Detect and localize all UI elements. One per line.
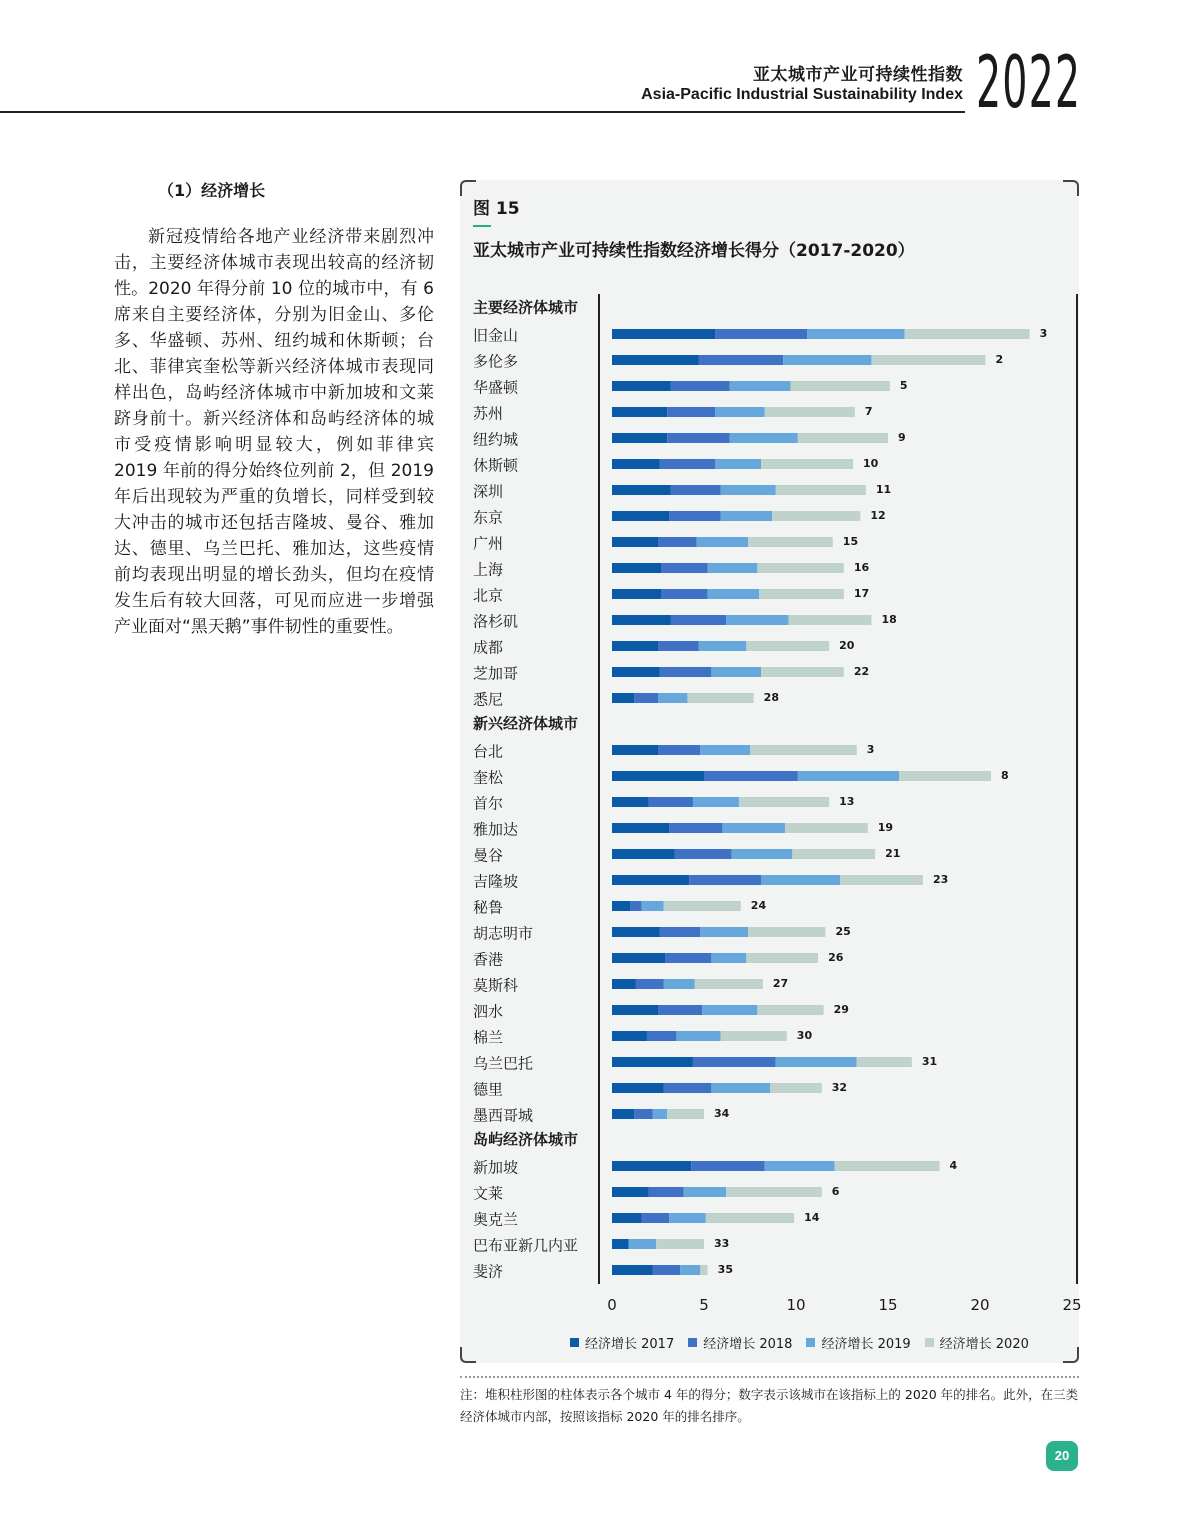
- city-label: 悉尼: [473, 690, 504, 709]
- bar-segment-经济增长 2019: [680, 1265, 700, 1275]
- bar-segment-经济增长 2020: [739, 797, 829, 807]
- bar-segment-经济增长 2018: [667, 407, 715, 417]
- bar-segment-经济增长 2019: [708, 589, 760, 599]
- bar-segment-经济增长 2020: [899, 771, 991, 781]
- legend-label-2018: 经济增长 2018: [703, 1337, 793, 1352]
- bar-segment-经济增长 2017: [612, 381, 671, 391]
- group-label-2: 岛屿经济体城市: [473, 1130, 579, 1149]
- rank-label: 7: [864, 405, 873, 418]
- legend-label-2017: 经济增长 2017: [585, 1337, 675, 1352]
- city-label: 旧金山: [473, 326, 519, 345]
- bar-segment-经济增长 2020: [776, 485, 866, 495]
- legend-item-2017: [570, 1333, 674, 1352]
- bar-segment-经济增长 2018: [671, 485, 721, 495]
- bar-segment-经济增长 2020: [757, 1005, 823, 1015]
- figure-note: 注：堆积柱形图的柱体表示各个城市 4 年的得分；数字表示该城市在该指标上的 2020 年的排名。此外，在三类经济体城市内部，按照该指标 2020 年的排名排序。: [460, 1387, 1079, 1424]
- rank-label: 34: [714, 1107, 730, 1120]
- bar-segment-经济增长 2020: [706, 1213, 794, 1223]
- city-label: 广州: [473, 534, 504, 553]
- bar-segment-经济增长 2020: [746, 953, 818, 963]
- legend-swatch-2020: [925, 1338, 934, 1347]
- legend-item-2020: [925, 1333, 1029, 1352]
- bar-segment-经济增长 2017: [612, 511, 669, 521]
- city-label: 纽约城: [473, 430, 519, 449]
- bar-segment-经济增长 2017: [612, 537, 658, 547]
- bar-segment-经济增长 2017: [612, 329, 715, 339]
- header-title-cn: 亚太城市产业可持续性指数: [753, 65, 963, 85]
- stacked-bar-chart: [460, 280, 1082, 1330]
- city-label: 休斯顿: [473, 456, 519, 475]
- header-title-en: Asia-Pacific Industrial Sustainability Index: [641, 86, 963, 103]
- bar-segment-经济增长 2017: [612, 641, 658, 651]
- city-label: 芝加哥: [473, 664, 519, 683]
- header-year: 2022: [976, 40, 1082, 124]
- bar-segment-经济增长 2017: [612, 1239, 629, 1249]
- bar-segment-经济增长 2020: [798, 433, 888, 443]
- rank-label: 28: [763, 691, 779, 704]
- bar-segment-经济增长 2018: [665, 953, 711, 963]
- bar-segment-经济增长 2018: [669, 511, 721, 521]
- bar-segment-经济增长 2018: [641, 1213, 669, 1223]
- city-label: 华盛顿: [473, 378, 519, 397]
- rank-label: 15: [842, 535, 859, 548]
- x-tick-label: 25: [1062, 1296, 1082, 1314]
- legend-swatch-2017: [570, 1338, 579, 1347]
- bar-segment-经济增长 2018: [652, 1265, 680, 1275]
- rank-label: 2: [995, 353, 1004, 366]
- header-rule: [0, 111, 965, 113]
- bar-segment-经济增长 2020: [757, 563, 843, 573]
- bar-segment-经济增长 2019: [669, 1213, 706, 1223]
- rank-label: 6: [831, 1185, 840, 1198]
- rank-label: 21: [885, 847, 901, 860]
- bar-segment-经济增长 2017: [612, 1031, 647, 1041]
- bar-segment-经济增长 2019: [776, 1057, 857, 1067]
- bar-segment-经济增长 2019: [700, 745, 750, 755]
- bar-segment-经济增长 2020: [687, 693, 753, 703]
- city-label: 棉兰: [473, 1028, 504, 1047]
- bar-segment-经济增长 2018: [658, 537, 697, 547]
- city-label: 北京: [473, 586, 504, 605]
- city-label: 首尔: [473, 794, 504, 813]
- rank-label: 5: [899, 379, 908, 392]
- city-label: 乌兰巴托: [473, 1054, 534, 1073]
- city-label: 新加坡: [473, 1158, 519, 1177]
- bar-segment-经济增长 2019: [693, 797, 739, 807]
- bar-segment-经济增长 2020: [748, 927, 825, 937]
- bar-segment-经济增长 2018: [691, 1161, 765, 1171]
- city-label: 深圳: [473, 482, 504, 501]
- bar-segment-经济增长 2020: [748, 537, 833, 547]
- figure-title: 亚太城市产业可持续性指数经济增长得分（2017-2020）: [473, 241, 915, 261]
- city-label: 奥克兰: [473, 1210, 519, 1229]
- rank-label: 24: [750, 899, 767, 912]
- bar-segment-经济增长 2017: [612, 485, 671, 495]
- bar-segment-经济增长 2018: [658, 1005, 702, 1015]
- city-label: 吉隆坡: [473, 872, 519, 891]
- rank-label: 31: [921, 1055, 938, 1068]
- bar-segment-经济增长 2017: [612, 433, 667, 443]
- bar-segment-经济增长 2019: [721, 511, 773, 521]
- bar-segment-经济增长 2020: [785, 823, 868, 833]
- bar-segment-经济增长 2019: [629, 1239, 657, 1249]
- rank-label: 14: [804, 1211, 820, 1224]
- bar-segment-经济增长 2019: [761, 875, 840, 885]
- bar-segment-经济增长 2019: [715, 407, 765, 417]
- bar-segment-经济增长 2018: [660, 667, 712, 677]
- bar-segment-经济增长 2018: [664, 1083, 712, 1093]
- bar-segment-经济增长 2019: [798, 771, 899, 781]
- city-label: 雅加达: [473, 820, 519, 839]
- bar-segment-经济增长 2017: [612, 979, 636, 989]
- bar-segment-经济增长 2020: [695, 979, 763, 989]
- rank-label: 25: [835, 925, 851, 938]
- bar-segment-经济增长 2019: [664, 979, 695, 989]
- bar-segment-经济增长 2017: [612, 1005, 658, 1015]
- city-label: 奎松: [473, 768, 504, 787]
- rank-label: 11: [875, 483, 892, 496]
- bar-segment-经济增长 2017: [612, 459, 660, 469]
- bar-segment-经济增长 2019: [726, 615, 789, 625]
- bar-segment-经济增长 2017: [612, 1161, 691, 1171]
- bar-segment-经济增长 2019: [722, 823, 785, 833]
- bar-segment-经济增长 2019: [721, 485, 776, 495]
- bar-segment-经济增长 2020: [840, 875, 923, 885]
- bar-segment-经济增长 2017: [612, 771, 704, 781]
- x-tick-label: 5: [699, 1296, 709, 1314]
- bar-segment-经济增长 2020: [761, 667, 844, 677]
- bar-segment-经济增长 2019: [715, 459, 761, 469]
- bar-segment-经济增长 2018: [715, 329, 807, 339]
- rank-label: 35: [717, 1263, 733, 1276]
- city-label: 东京: [473, 508, 504, 527]
- x-tick-label: 15: [878, 1296, 898, 1314]
- bar-segment-经济增长 2017: [612, 693, 634, 703]
- bar-segment-经济增长 2019: [708, 563, 758, 573]
- city-label: 苏州: [473, 404, 504, 423]
- section-paragraph: 新冠疫情给各地产业经济带来剧烈冲击，主要经济体城市表现出较高的经济韧性。2020 年得分前 10 位的城市中，有 6 席来自主要经济体，分别为旧金山、多伦多、华盛顿、苏州、纽约城和休斯顿；台北、菲律宾奎松等新兴经济体城市表现同样出色，岛屿经济体城市中新加坡和文莱跻身前十。新兴经济体和岛屿经济体的城市受疫情影响明显较大，例如菲律宾 2019 年前的得分始终位列前 2，但 2019 年后出现较为严重的负增长，同样受到较大冲击的城市还包括吉隆坡、曼谷、雅加达、德里、乌兰巴托、雅加达，这些疫情前均表现出明显的增长劲头，但均在疫情发生后有较大回落，可见而应进一步增强产业面对“黑天鹅”事件韧性的重要性。: [114, 227, 434, 637]
- bar-segment-经济增长 2017: [612, 797, 649, 807]
- bar-segment-经济增长 2019: [698, 641, 746, 651]
- rank-label: 27: [772, 977, 789, 990]
- bar-segment-经济增长 2020: [759, 589, 844, 599]
- rank-label: 17: [853, 587, 870, 600]
- bar-segment-经济增长 2017: [612, 667, 660, 677]
- bar-segment-经济增长 2020: [789, 615, 872, 625]
- bar-segment-经济增长 2018: [636, 979, 664, 989]
- bar-segment-经济增长 2020: [871, 355, 985, 365]
- bar-segment-经济增长 2018: [634, 693, 658, 703]
- rank-label: 9: [898, 431, 906, 444]
- rank-label: 3: [866, 743, 875, 756]
- legend-label-2019: 经济增长 2019: [821, 1337, 911, 1352]
- bar-segment-经济增长 2019: [765, 1161, 835, 1171]
- bar-segment-经济增长 2017: [612, 355, 698, 365]
- group-label-1: 新兴经济体城市: [473, 714, 579, 733]
- city-label: 斐济: [473, 1262, 504, 1281]
- bar-segment-经济增长 2019: [641, 901, 663, 911]
- bar-segment-经济增长 2017: [612, 589, 662, 599]
- bar-segment-经济增长 2018: [675, 849, 732, 859]
- rank-label: 20: [839, 639, 855, 652]
- bar-segment-经济增长 2020: [792, 849, 875, 859]
- bar-segment-经济增长 2017: [612, 615, 671, 625]
- section-title: （1）经济增长: [158, 181, 266, 200]
- bar-segment-经济增长 2020: [700, 1265, 707, 1275]
- bar-segment-经济增长 2017: [612, 927, 660, 937]
- bar-segment-经济增长 2018: [662, 563, 708, 573]
- bar-segment-经济增长 2019: [807, 329, 905, 339]
- rank-label: 26: [828, 951, 844, 964]
- bar-segment-经济增长 2019: [730, 433, 798, 443]
- city-label: 曼谷: [473, 846, 504, 865]
- bar-segment-经济增长 2019: [783, 355, 871, 365]
- bar-segment-经济增长 2017: [612, 953, 665, 963]
- bar-segment-经济增长 2017: [612, 1265, 652, 1275]
- city-label: 台北: [473, 742, 504, 761]
- legend-item-2018: [688, 1333, 792, 1352]
- rank-label: 13: [839, 795, 855, 808]
- bar-segment-经济增长 2018: [630, 901, 641, 911]
- panel-corner-top-right: [1063, 180, 1079, 196]
- bar-segment-经济增长 2018: [658, 641, 698, 651]
- city-label: 文莱: [473, 1184, 504, 1203]
- rank-label: 33: [714, 1237, 730, 1250]
- rank-label: 3: [1039, 327, 1048, 340]
- bar-segment-经济增长 2020: [770, 1083, 822, 1093]
- note-divider: [460, 1376, 1079, 1378]
- bar-segment-经济增长 2018: [689, 875, 761, 885]
- bar-segment-经济增长 2018: [698, 355, 783, 365]
- bar-segment-经济增长 2018: [669, 823, 722, 833]
- city-label: 泗水: [473, 1002, 504, 1021]
- bar-segment-经济增长 2017: [612, 875, 689, 885]
- city-label: 上海: [473, 560, 504, 579]
- bar-segment-经济增长 2019: [711, 667, 761, 677]
- city-label: 多伦多: [473, 352, 519, 371]
- bar-segment-经济增长 2019: [676, 1031, 720, 1041]
- rank-label: 32: [831, 1081, 848, 1094]
- city-label: 洛杉矶: [473, 612, 519, 631]
- x-tick-label: 20: [970, 1296, 990, 1314]
- bar-segment-经济增长 2020: [835, 1161, 940, 1171]
- legend-label-2020: 经济增长 2020: [939, 1337, 1029, 1352]
- bar-segment-经济增长 2020: [857, 1057, 912, 1067]
- rank-label: 8: [1001, 769, 1009, 782]
- city-label: 胡志明市: [473, 924, 534, 943]
- city-label: 德里: [473, 1080, 504, 1099]
- bar-segment-经济增长 2017: [612, 407, 667, 417]
- bar-segment-经济增长 2018: [634, 1109, 652, 1119]
- bar-segment-经济增长 2019: [697, 537, 749, 547]
- bar-segment-经济增长 2020: [790, 381, 889, 391]
- bar-segment-经济增长 2020: [667, 1109, 704, 1119]
- figure-accent-line: [473, 225, 491, 227]
- city-label: 莫斯科: [473, 976, 519, 995]
- bar-segment-经济增长 2018: [647, 1031, 676, 1041]
- rank-label: 10: [863, 457, 879, 470]
- bar-segment-经济增长 2018: [662, 589, 708, 599]
- bar-segment-经济增长 2018: [693, 1057, 776, 1067]
- bar-segment-经济增长 2019: [684, 1187, 726, 1197]
- figure-number: 图 15: [473, 199, 520, 219]
- bar-segment-经济增长 2017: [612, 901, 630, 911]
- bar-segment-经济增长 2019: [711, 1083, 770, 1093]
- rank-label: 23: [932, 873, 949, 886]
- bar-segment-经济增长 2020: [664, 901, 741, 911]
- bar-segment-经济增长 2019: [658, 693, 687, 703]
- panel-corner-bottom-right: [1063, 1347, 1079, 1363]
- rank-label: 12: [870, 509, 886, 522]
- rank-label: 30: [796, 1029, 813, 1042]
- bar-segment-经济增长 2020: [746, 641, 829, 651]
- legend-swatch-2019: [806, 1338, 815, 1347]
- bar-segment-经济增长 2018: [671, 381, 730, 391]
- bar-segment-经济增长 2018: [660, 927, 700, 937]
- rank-label: 22: [853, 665, 870, 678]
- bar-segment-经济增长 2017: [612, 1109, 634, 1119]
- panel-corner-bottom-left: [460, 1347, 476, 1363]
- bar-segment-经济增长 2020: [761, 459, 853, 469]
- page-number: 20: [1046, 1441, 1078, 1471]
- bar-segment-经济增长 2017: [612, 1213, 641, 1223]
- rank-label: 19: [877, 821, 894, 834]
- bar-segment-经济增长 2020: [750, 745, 857, 755]
- bar-segment-经济增长 2019: [652, 1109, 667, 1119]
- x-tick-label: 0: [607, 1296, 617, 1314]
- bar-segment-经济增长 2018: [704, 771, 798, 781]
- bar-segment-经济增长 2020: [772, 511, 860, 521]
- city-label: 香港: [473, 950, 504, 969]
- city-label: 成都: [473, 638, 504, 657]
- group-label-0: 主要经济体城市: [473, 298, 579, 317]
- bar-segment-经济增长 2018: [649, 1187, 684, 1197]
- bar-segment-经济增长 2019: [730, 381, 791, 391]
- chart-legend: [570, 1333, 1040, 1352]
- bar-segment-经济增长 2018: [658, 745, 700, 755]
- bar-segment-经济增长 2019: [711, 953, 746, 963]
- bar-segment-经济增长 2019: [732, 849, 793, 859]
- legend-item-2019: [806, 1333, 910, 1352]
- city-label: 秘鲁: [473, 898, 504, 917]
- bar-segment-经济增长 2020: [721, 1031, 787, 1041]
- city-label: 巴布亚新几内亚: [473, 1236, 579, 1255]
- rank-label: 16: [853, 561, 870, 574]
- bar-segment-经济增长 2017: [612, 563, 662, 573]
- bar-segment-经济增长 2018: [671, 615, 726, 625]
- bar-segment-经济增长 2017: [612, 745, 658, 755]
- bar-segment-经济增长 2019: [702, 1005, 757, 1015]
- bar-segment-经济增长 2019: [700, 927, 748, 937]
- bar-segment-经济增长 2017: [612, 849, 675, 859]
- city-label: 墨西哥城: [473, 1106, 534, 1125]
- bar-segment-经济增长 2017: [612, 823, 669, 833]
- bar-segment-经济增长 2017: [612, 1057, 693, 1067]
- bar-segment-经济增长 2020: [726, 1187, 822, 1197]
- bar-segment-经济增长 2017: [612, 1187, 649, 1197]
- bar-segment-经济增长 2018: [649, 797, 693, 807]
- bar-segment-经济增长 2020: [905, 329, 1030, 339]
- rank-label: 4: [949, 1159, 958, 1172]
- bar-segment-经济增长 2017: [612, 1083, 664, 1093]
- x-tick-label: 10: [786, 1296, 806, 1314]
- legend-swatch-2018: [688, 1338, 697, 1347]
- rank-label: 18: [881, 613, 897, 626]
- bar-segment-经济增长 2018: [667, 433, 730, 443]
- bar-segment-经济增长 2020: [765, 407, 855, 417]
- bar-segment-经济增长 2020: [656, 1239, 704, 1249]
- bar-segment-经济增长 2018: [660, 459, 715, 469]
- rank-label: 29: [833, 1003, 849, 1016]
